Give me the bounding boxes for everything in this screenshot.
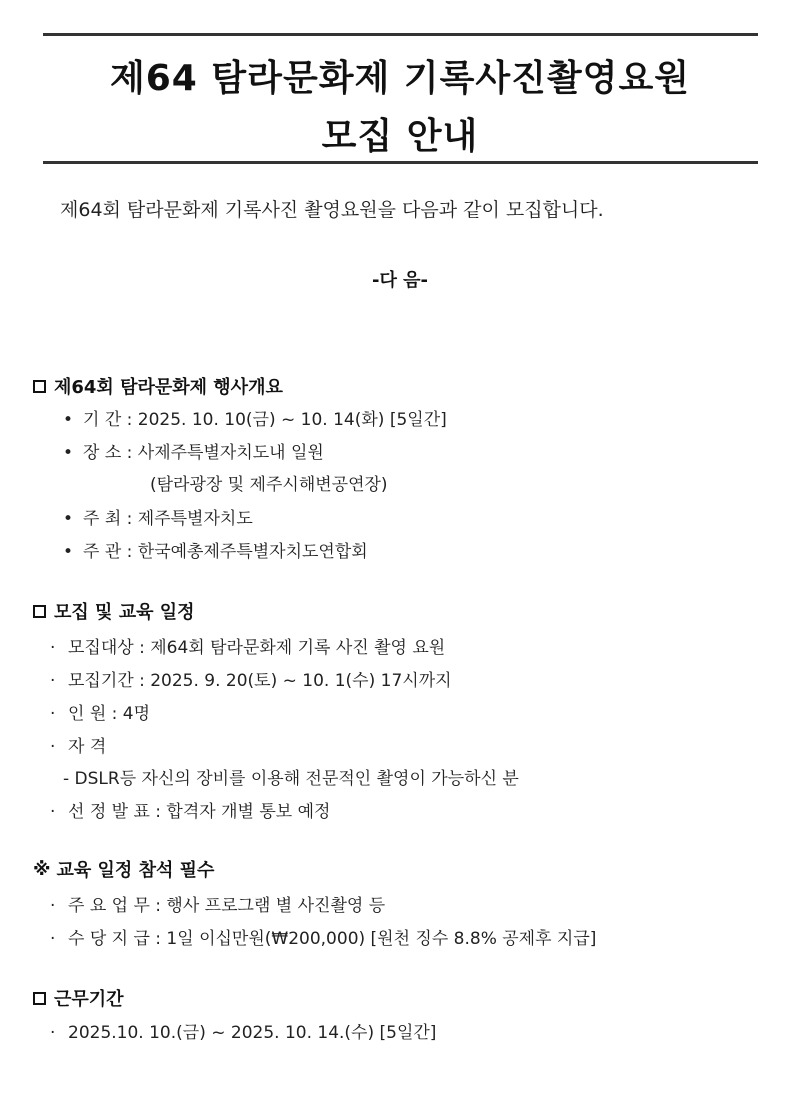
recruit-qualification: · 자 격 xyxy=(50,737,107,757)
checkbox-square-icon xyxy=(33,380,46,393)
recruit-headcount: · 인 원 : 4명 xyxy=(50,704,151,724)
bullet-icon: • xyxy=(63,410,74,430)
overview-period: • 기 간 : 2025. 10. 10(금) ~ 10. 14(화) [5일간] xyxy=(63,410,447,430)
section-work-heading xyxy=(33,985,124,1011)
bullet-icon: • xyxy=(63,542,74,562)
top-rule xyxy=(43,33,758,36)
subheading: -다 음- xyxy=(372,270,428,291)
bullet-icon: · xyxy=(50,1023,56,1043)
bullet-icon: • xyxy=(63,509,74,529)
reference-mark-icon: ※ xyxy=(33,858,51,880)
section-recruit-title: 모집 및 교육 일정 xyxy=(54,602,195,623)
bullet-icon: · xyxy=(50,802,56,822)
section-education-heading xyxy=(33,856,214,882)
bullet-icon: • xyxy=(63,443,74,463)
work-period: · 2025.10. 10.(금) ~ 2025. 10. 14.(수) [5일간] xyxy=(50,1023,437,1043)
section-overview-title: 제64회 탐라문화제 행사개요 xyxy=(54,377,283,398)
bullet-icon: · xyxy=(50,671,56,691)
checkbox-square-icon xyxy=(33,605,46,618)
title-line-1: 제64 탐라문화제 기록사진촬영요원 xyxy=(109,58,691,99)
bullet-icon: · xyxy=(50,638,56,658)
overview-host: • 주 최 : 제주특별자치도 xyxy=(63,509,253,529)
recruit-qualification-detail: - DSLR등 자신의 장비를 이용해 전문적인 촬영이 가능하신 분 xyxy=(63,769,519,789)
section-education-title: 교육 일정 참석 필수 xyxy=(56,860,215,881)
section-recruit-heading xyxy=(33,598,195,624)
recruit-announcement: · 선 정 발 표 : 합격자 개별 통보 예정 xyxy=(50,802,331,822)
bullet-icon: · xyxy=(50,929,56,949)
recruit-target: · 모집대상 : 제64회 탐라문화제 기록 사진 촬영 요원 xyxy=(50,638,446,658)
overview-organizer: • 주 관 : 한국예총제주특별자치도연합회 xyxy=(63,542,368,562)
overview-venue: • 장 소 : 사제주특별자치도내 일원 xyxy=(63,443,324,463)
section-work-title: 근무기간 xyxy=(54,989,124,1010)
bullet-icon: · xyxy=(50,737,56,757)
title-line-2: 모집 안내 xyxy=(321,116,479,157)
recruit-period: · 모집기간 : 2025. 9. 20(토) ~ 10. 1(수) 17시까지 xyxy=(50,671,452,691)
bullet-icon: · xyxy=(50,704,56,724)
bottom-rule xyxy=(43,161,758,164)
intro-text: 제64회 탐라문화제 기록사진 촬영요원을 다음과 같이 모집합니다. xyxy=(60,199,604,221)
education-duty: · 주 요 업 무 : 행사 프로그램 별 사진촬영 등 xyxy=(50,896,386,916)
bullet-icon: · xyxy=(50,896,56,916)
education-pay: · 수 당 지 급 : 1일 이십만원(₩200,000) [원천 징수 8.8% 공제후 지급] xyxy=(50,929,597,949)
overview-venue-detail: (탐라광장 및 제주시해변공연장) xyxy=(150,475,388,495)
checkbox-square-icon xyxy=(33,992,46,1005)
section-overview-heading xyxy=(33,373,283,399)
